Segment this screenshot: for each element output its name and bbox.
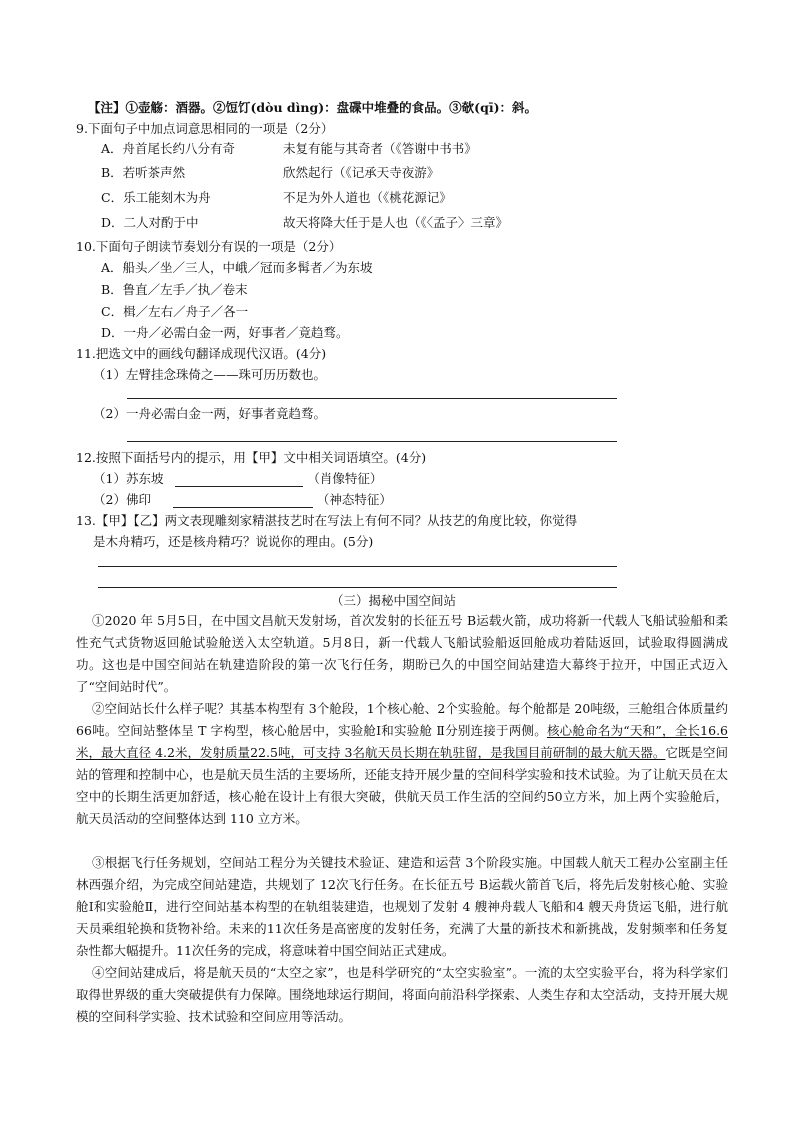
q12-blank-1[interactable] bbox=[175, 473, 303, 487]
q13-line-1: 13.【甲】【乙】两文表现雕刻家精湛技艺时在写法上有何不同？从技艺的角度比较，你觉得 bbox=[76, 513, 578, 528]
q13-answer-line-2[interactable] bbox=[98, 587, 617, 588]
q10-option-d: D．一舟／必需白金一两，好事者／竟趋骛。 bbox=[101, 325, 349, 340]
q9-option-b: B．若听茶声然 bbox=[101, 165, 186, 180]
section-3-paragraph-3 bbox=[76, 852, 728, 962]
q12-stem: 12.按照下面括号内的提示，用【甲】文中相关词语填空。(4分) bbox=[76, 450, 427, 465]
q9-stem: 9.下面句子中加点词意思相同的一项是（2分） bbox=[76, 121, 334, 136]
section-3-paragraph-2 bbox=[76, 698, 728, 830]
paragraph-2-part-a: ②空间站长什么样子呢？其基本构型有 3个舱段，1个核心舱、2个实验舱。每个舱都是 20吨级，三舱组合体质量约66吨。空间站整体呈 T 字构型，核心舱居中，实验舱Ⅰ和实验舱 Ⅱ分别连接于两侧。 bbox=[76, 701, 728, 738]
q9-option-d: D．二人对酌于中 bbox=[101, 215, 199, 230]
paragraph-2-text bbox=[76, 698, 728, 830]
section-3-paragraph-1 bbox=[76, 610, 728, 698]
q9-option-c: C．乐工能刻木为舟 bbox=[101, 190, 211, 205]
paragraph-2-part-b: 它既是空间站的管理和控制中心，也是航天员生活的主要场所，还能支持开展少量的空间科学实验和技术试验。为了让航天员在太空中的长期生活更加舒适，核心舱在设计上有很大突破，供航天员工作生活的空间约50立方米，加上两个实验舱后，航天员活动的空间整体达到 110 立方米。 bbox=[76, 745, 728, 826]
q9-option-a-ref: 未复有能与其奇者（《答谢中书书》 bbox=[283, 141, 477, 156]
paragraph-3-text: ③根据飞行任务规划，空间站工程分为关键技术验证、建造和运营 3个阶段实施。中国载人航天工程办公室副主任林西强介绍，为完成空间站建造，共规划了 12次飞行任务。在长征五号 B运载火箭首飞后，将先后发射核心舱、实验舱Ⅰ和实验舱Ⅱ，进行空间站基本构型的在轨组装建造，也规划了发射 4 艘神舟载人飞船和4 艘天舟货运飞船，进行航天员乘组轮换和货物补给。未来的11次任务是高密度的发射任务，充满了大量的新技术和新挑战，发射频率和任务复杂性都大幅提升。11次任务的完成，将意味着中国空间站正式建成。 bbox=[76, 855, 728, 958]
q12-item-2-hint: （神态特征） bbox=[316, 492, 392, 507]
paragraph-4-text: ④空间站建成后，将是航天员的“太空之家”，也是科学研究的“太空实验室”。一流的太空实验平台，将为科学家们取得世界级的重大突破提供有力保障。围绕地球运行期间，将面向前沿科学探索、人类生存和太空活动，支持开展大规模的空间科学实验、技术试验和空间应用等活动。 bbox=[76, 965, 728, 1024]
section-3-title: （三）揭秘中国空间站 bbox=[331, 593, 457, 608]
q9-option-c-ref: 不足为外人道也（《桃花源记》 bbox=[283, 190, 452, 205]
q12-item-1-hint: （肖像特征） bbox=[307, 471, 383, 486]
q9-option-b-ref: 欣然起行（《记承天寺夜游》 bbox=[283, 165, 440, 180]
q9-option-a: A．舟首尾长约八分有奇 bbox=[101, 141, 236, 156]
q11-item-2: （2）一舟必需白金一两，好事者竟趋骛。 bbox=[93, 406, 326, 421]
q11-stem: 11.把选文中的画线句翻译成现代汉语。(4分) bbox=[76, 346, 327, 361]
q12-item-1 bbox=[93, 471, 382, 487]
q9-option-d-ref: 故天将降大任于是人也（《〈孟子〉三章》 bbox=[283, 215, 509, 230]
q10-option-b: B．鲁直／左手／执／卷末 bbox=[101, 282, 248, 297]
q10-stem: 10.下面句子朗读节奏划分有误的一项是（2分） bbox=[76, 239, 342, 254]
q11-answer-line-1[interactable] bbox=[127, 398, 617, 399]
q12-item-2-label: （2）佛印 bbox=[93, 492, 151, 507]
q12-blank-2[interactable] bbox=[173, 494, 313, 508]
q13-line-2: 是木舟精巧，还是核舟精巧？说说你的理由。(5分) bbox=[93, 534, 374, 549]
q10-option-c: C．楫／左右／舟子／各一 bbox=[101, 304, 249, 319]
paragraph-2-underlined-sentence: 核心舱命名为“天和”，全长16.6米，最大直径 4.2米，发射质量22.5吨，可支持 3名航天员长期在轨驻留，是我国目前研制的最大航天器。 bbox=[76, 723, 728, 760]
annotation-note: 【注】①壶觞：酒器。②饾饤(dòu dìng)：盘碟中堆叠的食品。③欹(qī)：斜。 bbox=[88, 100, 537, 115]
paragraph-1-text: ①2020 年 5月5日，在中国文昌航天发射场，首次发射的长征五号 B运载火箭，成功将新一代载人飞船试验船和柔性充气式货物返回舱试验舱送入太空轨道。5月8日，新一代载人飞船试验船返回舱成功着陆返回，试验取得圆满成功。这也是中国空间站在轨建造阶段的第一次飞行任务，期盼已久的中国空间站建造大幕终于拉开，中国正式迈入了“空间站时代”。 bbox=[76, 613, 728, 694]
q12-item-1-label: （1）苏东坡 bbox=[93, 471, 164, 486]
section-3-paragraph-4 bbox=[76, 962, 728, 1028]
q10-option-a: A．船头／坐／三人，中峨／冠而多髯者／为东坡 bbox=[101, 260, 373, 275]
q12-item-2 bbox=[93, 492, 392, 508]
q13-answer-line-1[interactable] bbox=[98, 566, 617, 567]
q11-item-1: （1）左臂挂念珠倚之——珠可历历数也。 bbox=[93, 367, 326, 382]
q11-answer-line-2[interactable] bbox=[127, 441, 617, 442]
